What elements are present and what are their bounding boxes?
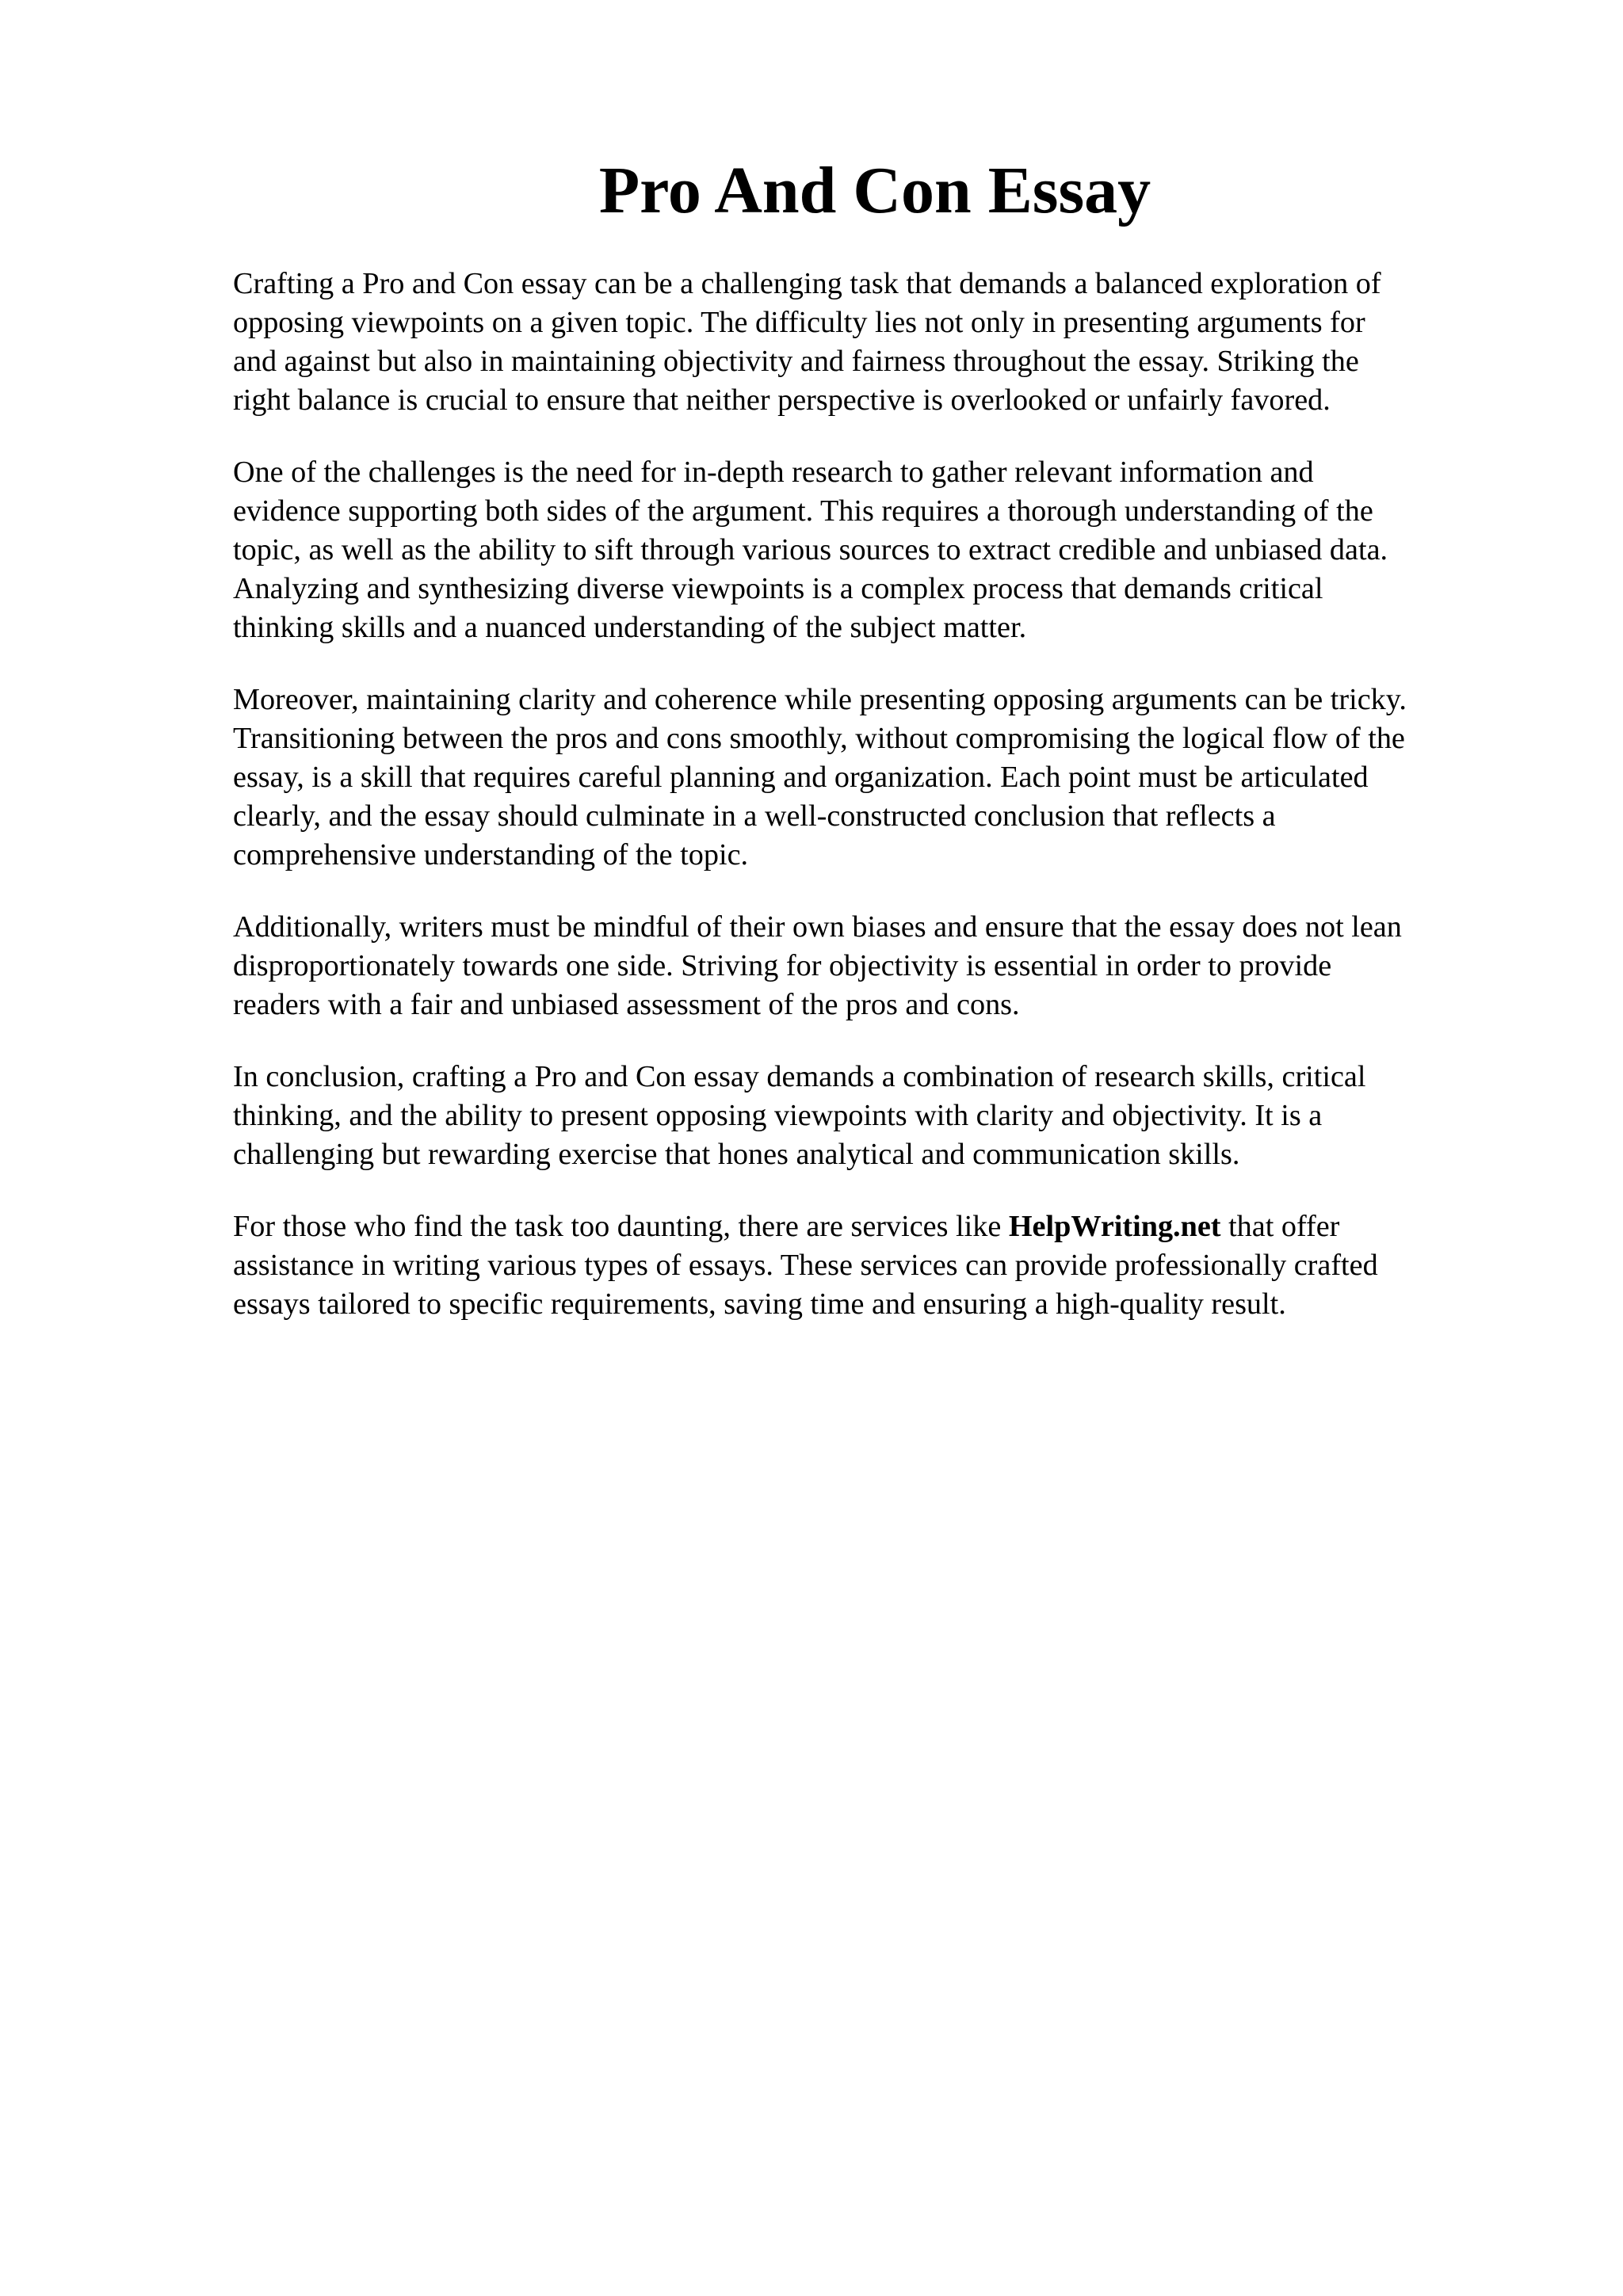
- text-line: thinking skills and a nuanced understanding of the subject matter.: [233, 611, 1027, 644]
- text-line: comprehensive understanding of the topic.: [233, 838, 749, 871]
- text-segment: that offer: [1220, 1210, 1340, 1243]
- page-title: Pro And Con Essay: [598, 154, 1151, 227]
- text-line: In conclusion, crafting a Pro and Con essay demands a combination of research skills, critical: [233, 1060, 1366, 1093]
- text-line: Analyzing and synthesizing diverse viewpoints is a complex process that demands critical: [233, 572, 1323, 605]
- text-line: essay, is a skill that requires careful planning and organization. Each point must be articulated: [233, 761, 1369, 794]
- text-line: Crafting a Pro and Con essay can be a challenging task that demands a balanced exploration of: [233, 267, 1381, 300]
- text-line: opposing viewpoints on a given topic. The difficulty lies not only in presenting arguments for: [233, 306, 1365, 339]
- paragraph-2: [233, 453, 1533, 647]
- paragraph-5: [233, 1058, 1533, 1174]
- text-line: right balance is crucial to ensure that neither perspective is overlooked or unfairly favored.: [233, 383, 1331, 417]
- text-line: thinking, and the ability to present opposing viewpoints with clarity and objectivity. It is a: [233, 1099, 1323, 1132]
- text-line: and against but also in maintaining objectivity and fairness throughout the essay. Striking the: [233, 345, 1359, 378]
- paragraph-1: [233, 265, 1533, 420]
- text-line: disproportionately towards one side. Striving for objectivity is essential in order to provide: [233, 949, 1332, 982]
- paragraph-6: [233, 1207, 1533, 1324]
- paragraph-3: [233, 681, 1533, 875]
- text-line: readers with a fair and unbiased assessment of the pros and cons.: [233, 988, 1020, 1021]
- text-line: One of the challenges is the need for in-depth research to gather relevant information and: [233, 456, 1314, 489]
- brand-name: HelpWriting.net: [1008, 1210, 1221, 1243]
- text-line: [233, 1207, 1533, 1246]
- text-line: challenging but rewarding exercise that hones analytical and communication skills.: [233, 1138, 1240, 1171]
- text-line: essays tailored to specific requirements, saving time and ensuring a high-quality result.: [233, 1287, 1286, 1321]
- text-line: Moreover, maintaining clarity and coherence while presenting opposing arguments can be tricky.: [233, 683, 1407, 716]
- text-line: topic, as well as the ability to sift through various sources to extract credible and unbiased data.: [233, 533, 1388, 566]
- essay-body: [233, 265, 1533, 1357]
- text-line: evidence supporting both sides of the argument. This requires a thorough understanding of the: [233, 494, 1373, 528]
- text-line: assistance in writing various types of essays. These services can provide professionally crafted: [233, 1249, 1378, 1282]
- text-line: Transitioning between the pros and cons smoothly, without compromising the logical flow of the: [233, 722, 1405, 755]
- paragraph-4: [233, 908, 1533, 1024]
- text-segment: For those who find the task too daunting, there are services like: [233, 1210, 1009, 1243]
- text-line: Additionally, writers must be mindful of their own biases and ensure that the essay does not lean: [233, 910, 1402, 944]
- text-line: clearly, and the essay should culminate in a well-constructed conclusion that reflects a: [233, 799, 1276, 833]
